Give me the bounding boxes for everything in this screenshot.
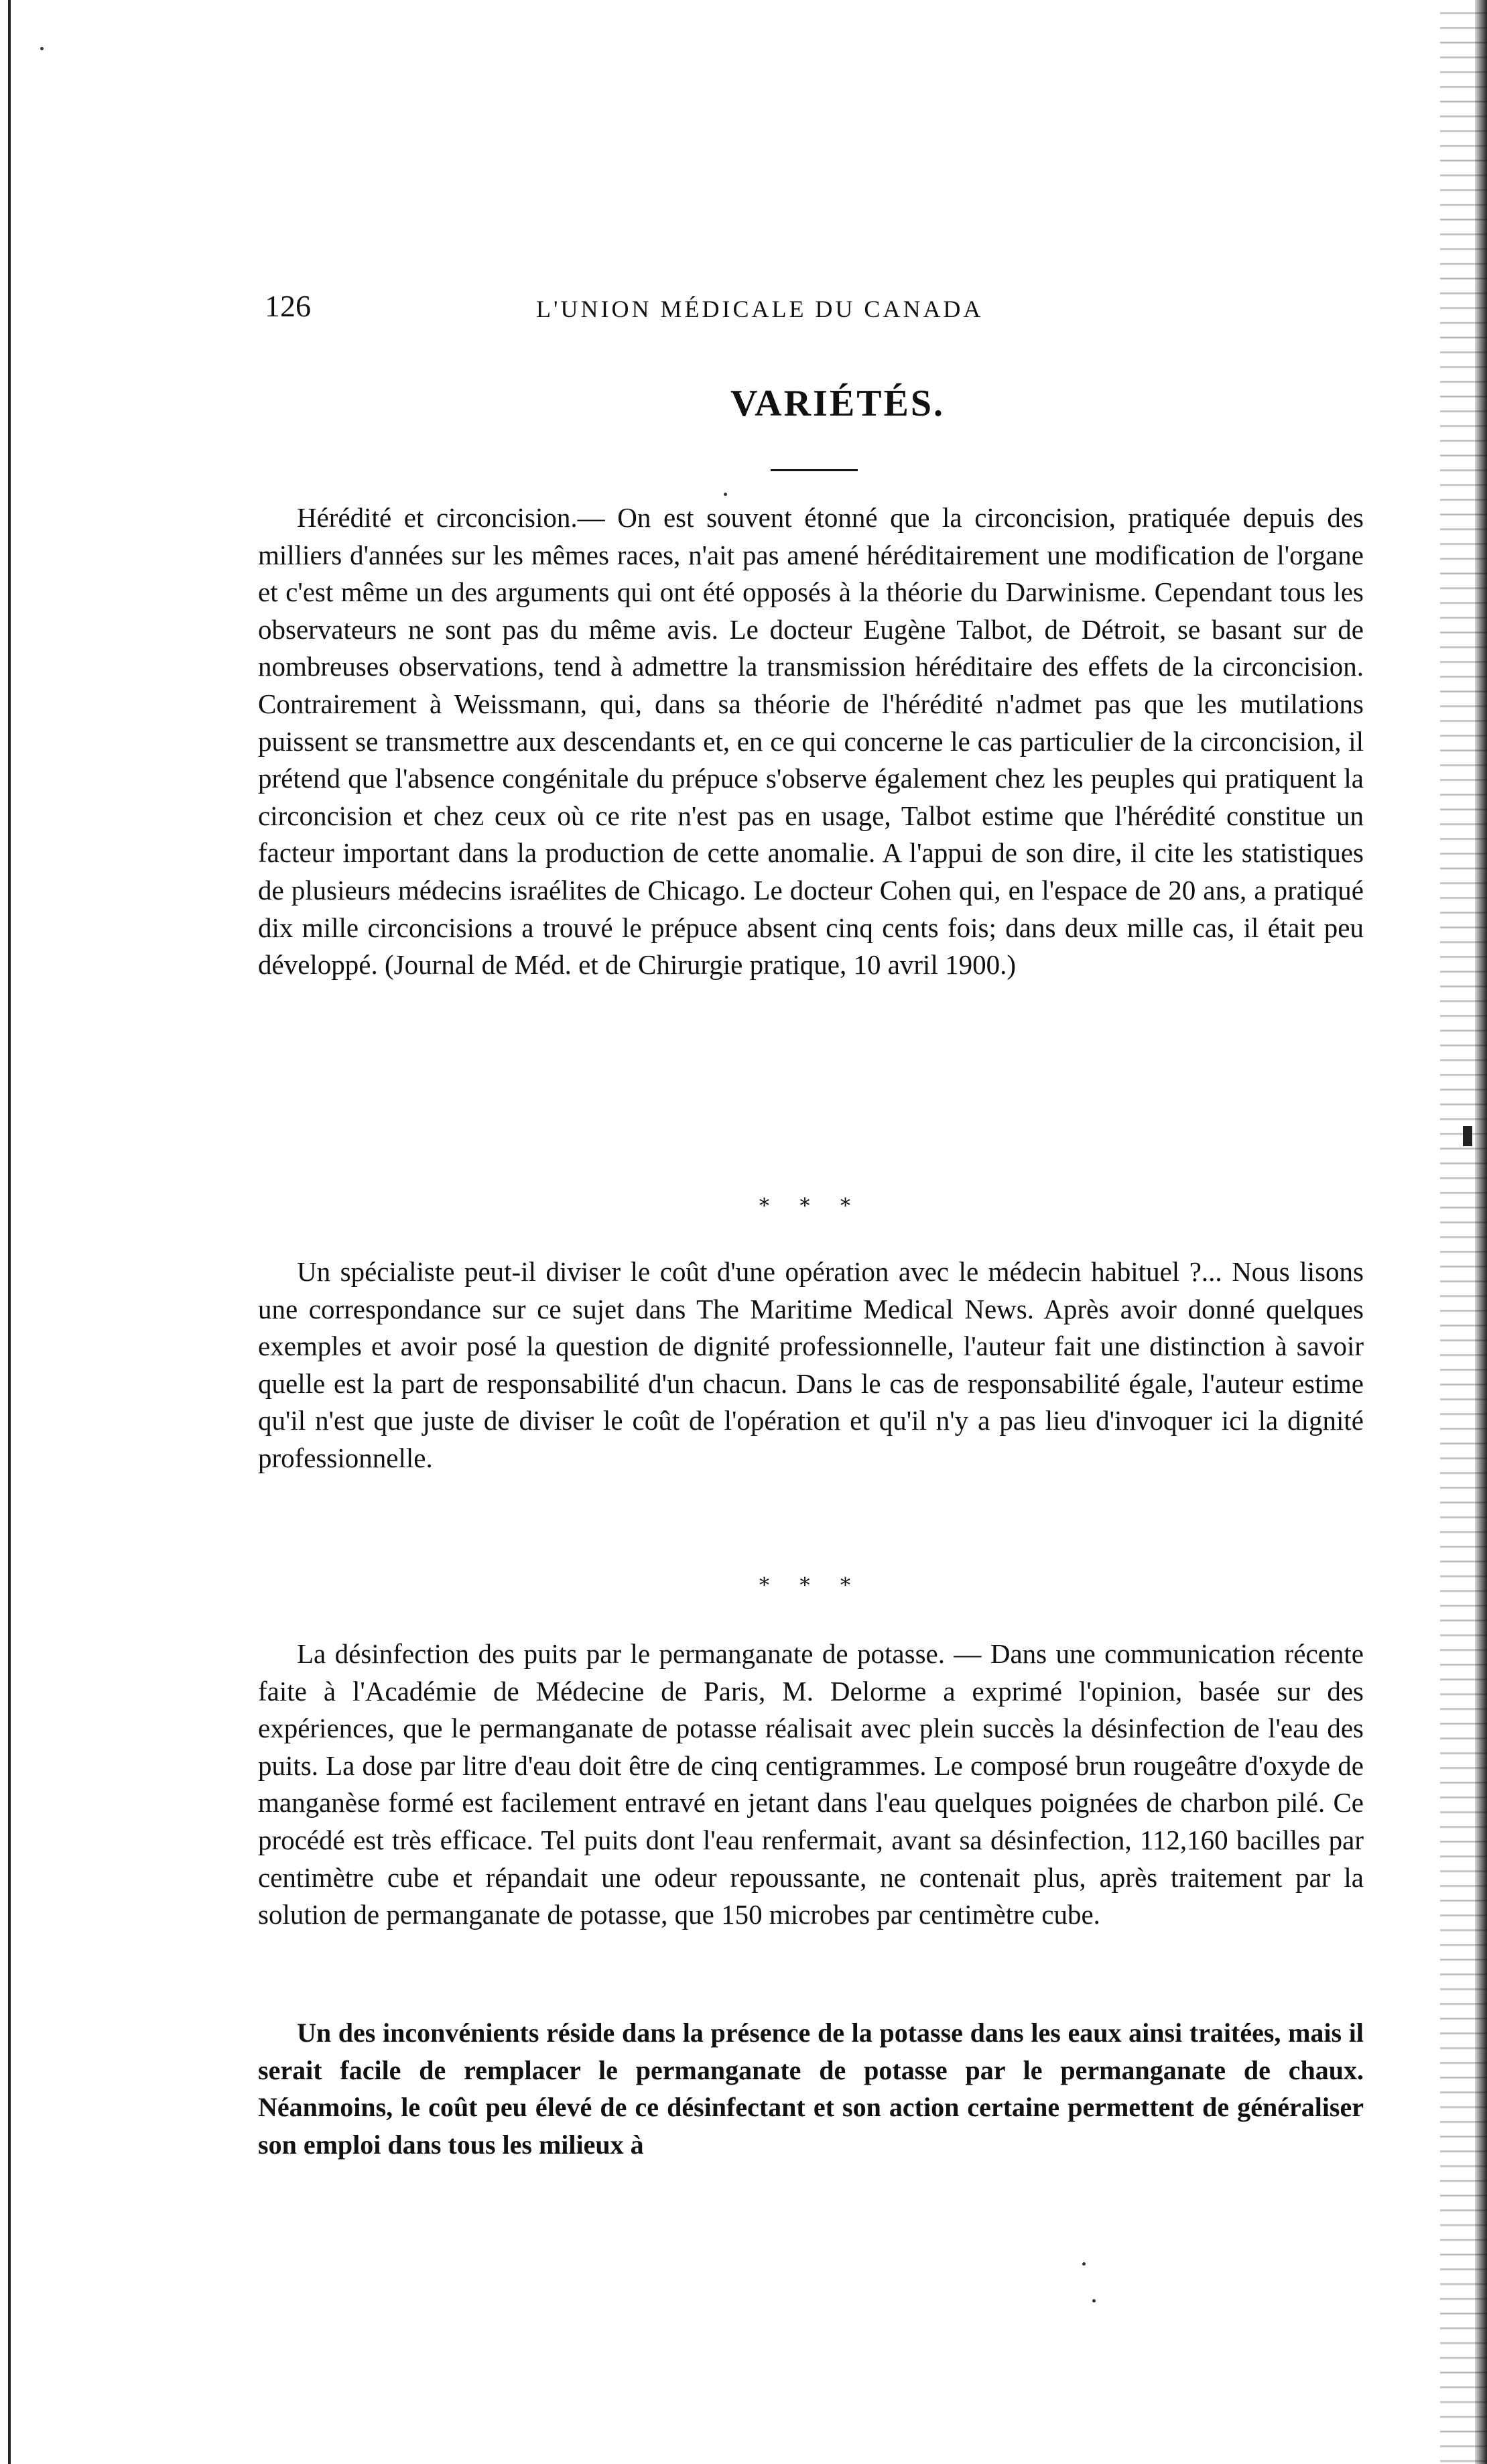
separator-asterism: * * *: [759, 1194, 863, 1218]
page-edge-left: [8, 0, 11, 2464]
page-edge-right: [1440, 0, 1487, 2464]
article-desinfection-puits-continued: Un des inconvénients réside dans la présence de la potasse dans les eaux ainsi traitées, mais il serait facile de remplacer le permanganate de potasse par le permanganate de chaux. Néanmoins, le coût peu élevé de ce désinfectant et son action certaine permettent de généraliser son emploi dans tous les milieux à: [258, 2018, 1364, 2160]
article-heredite-circoncision: Hérédité et circoncision.— On est souvent étonné que la circoncision, pratiquée depuis des milliers d'années sur les mêmes races, n'ait pas amené héréditairement une modification de l'organe et c'est même un des arguments qui ont été opposés à la théorie du Darwinisme. Cependant tous les observateurs ne sont pas du même avis. Le docteur Eugène Talbot, de Détroit, se basant sur de nombreuses observations, tend à admettre la transmission héréditaire des effets de la circoncision. Contrairement à Weissmann, qui, dans sa théorie de l'hérédité n'admet pas que les mutilations puissent se transmettre aux descendants et, en ce qui concerne le cas particulier de la circoncision, il prétend que l'absence congénitale du prépuce s'observe également chez les peuples qui pratiquent la circoncision et chez ceux où ce rite n'est pas en usage, Talbot estime que l'hérédité constitue un facteur important dans la production de cette anomalie. A l'appui de son dire, il cite les statistiques de plusieurs médecins israélites de Chicago. Le docteur Cohen qui, en l'espace de 20 ans, a pratiqué dix mille circoncisions a trouvé le prépuce absent cinq cents fois; dans deux mille cas, il était peu développé. (Journal de Méd. et de Chirurgie pratique, 10 avril 1900.): [258, 502, 1364, 981]
article-desinfection-puits: La désinfection des puits par le permanganate de potasse. — Dans une communication récente faite à l'Académie de Médecine de Paris, M. Delorme a exprimé l'opinion, basée sur des expériences, que le permanganate de potasse réalisait avec plein succès la désinfection de l'eau des puits. La dose par litre d'eau doit être de cinq centigrammes. Le composé brun rougeâtre d'oxyde de manganèse formé est facilement entravé en jetant dans l'eau quelques poignées de charbon pilé. Ce procédé est très efficace. Tel puits dont l'eau renfermait, avant sa désinfection, 112,160 bacilles par centimètre cube et répandait une odeur repoussante, ne contenait plus, après traitement par la solution de permanganate de potasse, que 150 microbes par centimètre cube.: [258, 1638, 1364, 1930]
section-title: VARIÉTÉS.: [730, 383, 946, 424]
article-specialiste-cout-operation: Un spécialiste peut-il diviser le coût d'une opération avec le médecin habituel ?... Nous lisons une correspondance sur ce sujet dans The Maritime Medical News. Après avoir donné quelques exemples et avoir posé la question de dignité professionnelle, l'auteur fait une distinction à savoir quelle est la part de responsabilité d'un chacun. Dans le cas de responsabilité égale, l'auteur estime qu'il n'est que juste de diviser le coût de l'opération et qu'il n'y a pas lieu d'invoquer ici la dignité professionnelle.: [258, 1256, 1364, 1473]
page-edge-notch: [1463, 1126, 1472, 1146]
separator-asterism: * * *: [759, 1574, 863, 1597]
running-head: L'UNION MÉDICALE DU CANADA: [536, 296, 984, 322]
title-rule: [771, 469, 858, 471]
page-header: [265, 288, 1364, 335]
page-number: 126: [265, 289, 311, 323]
